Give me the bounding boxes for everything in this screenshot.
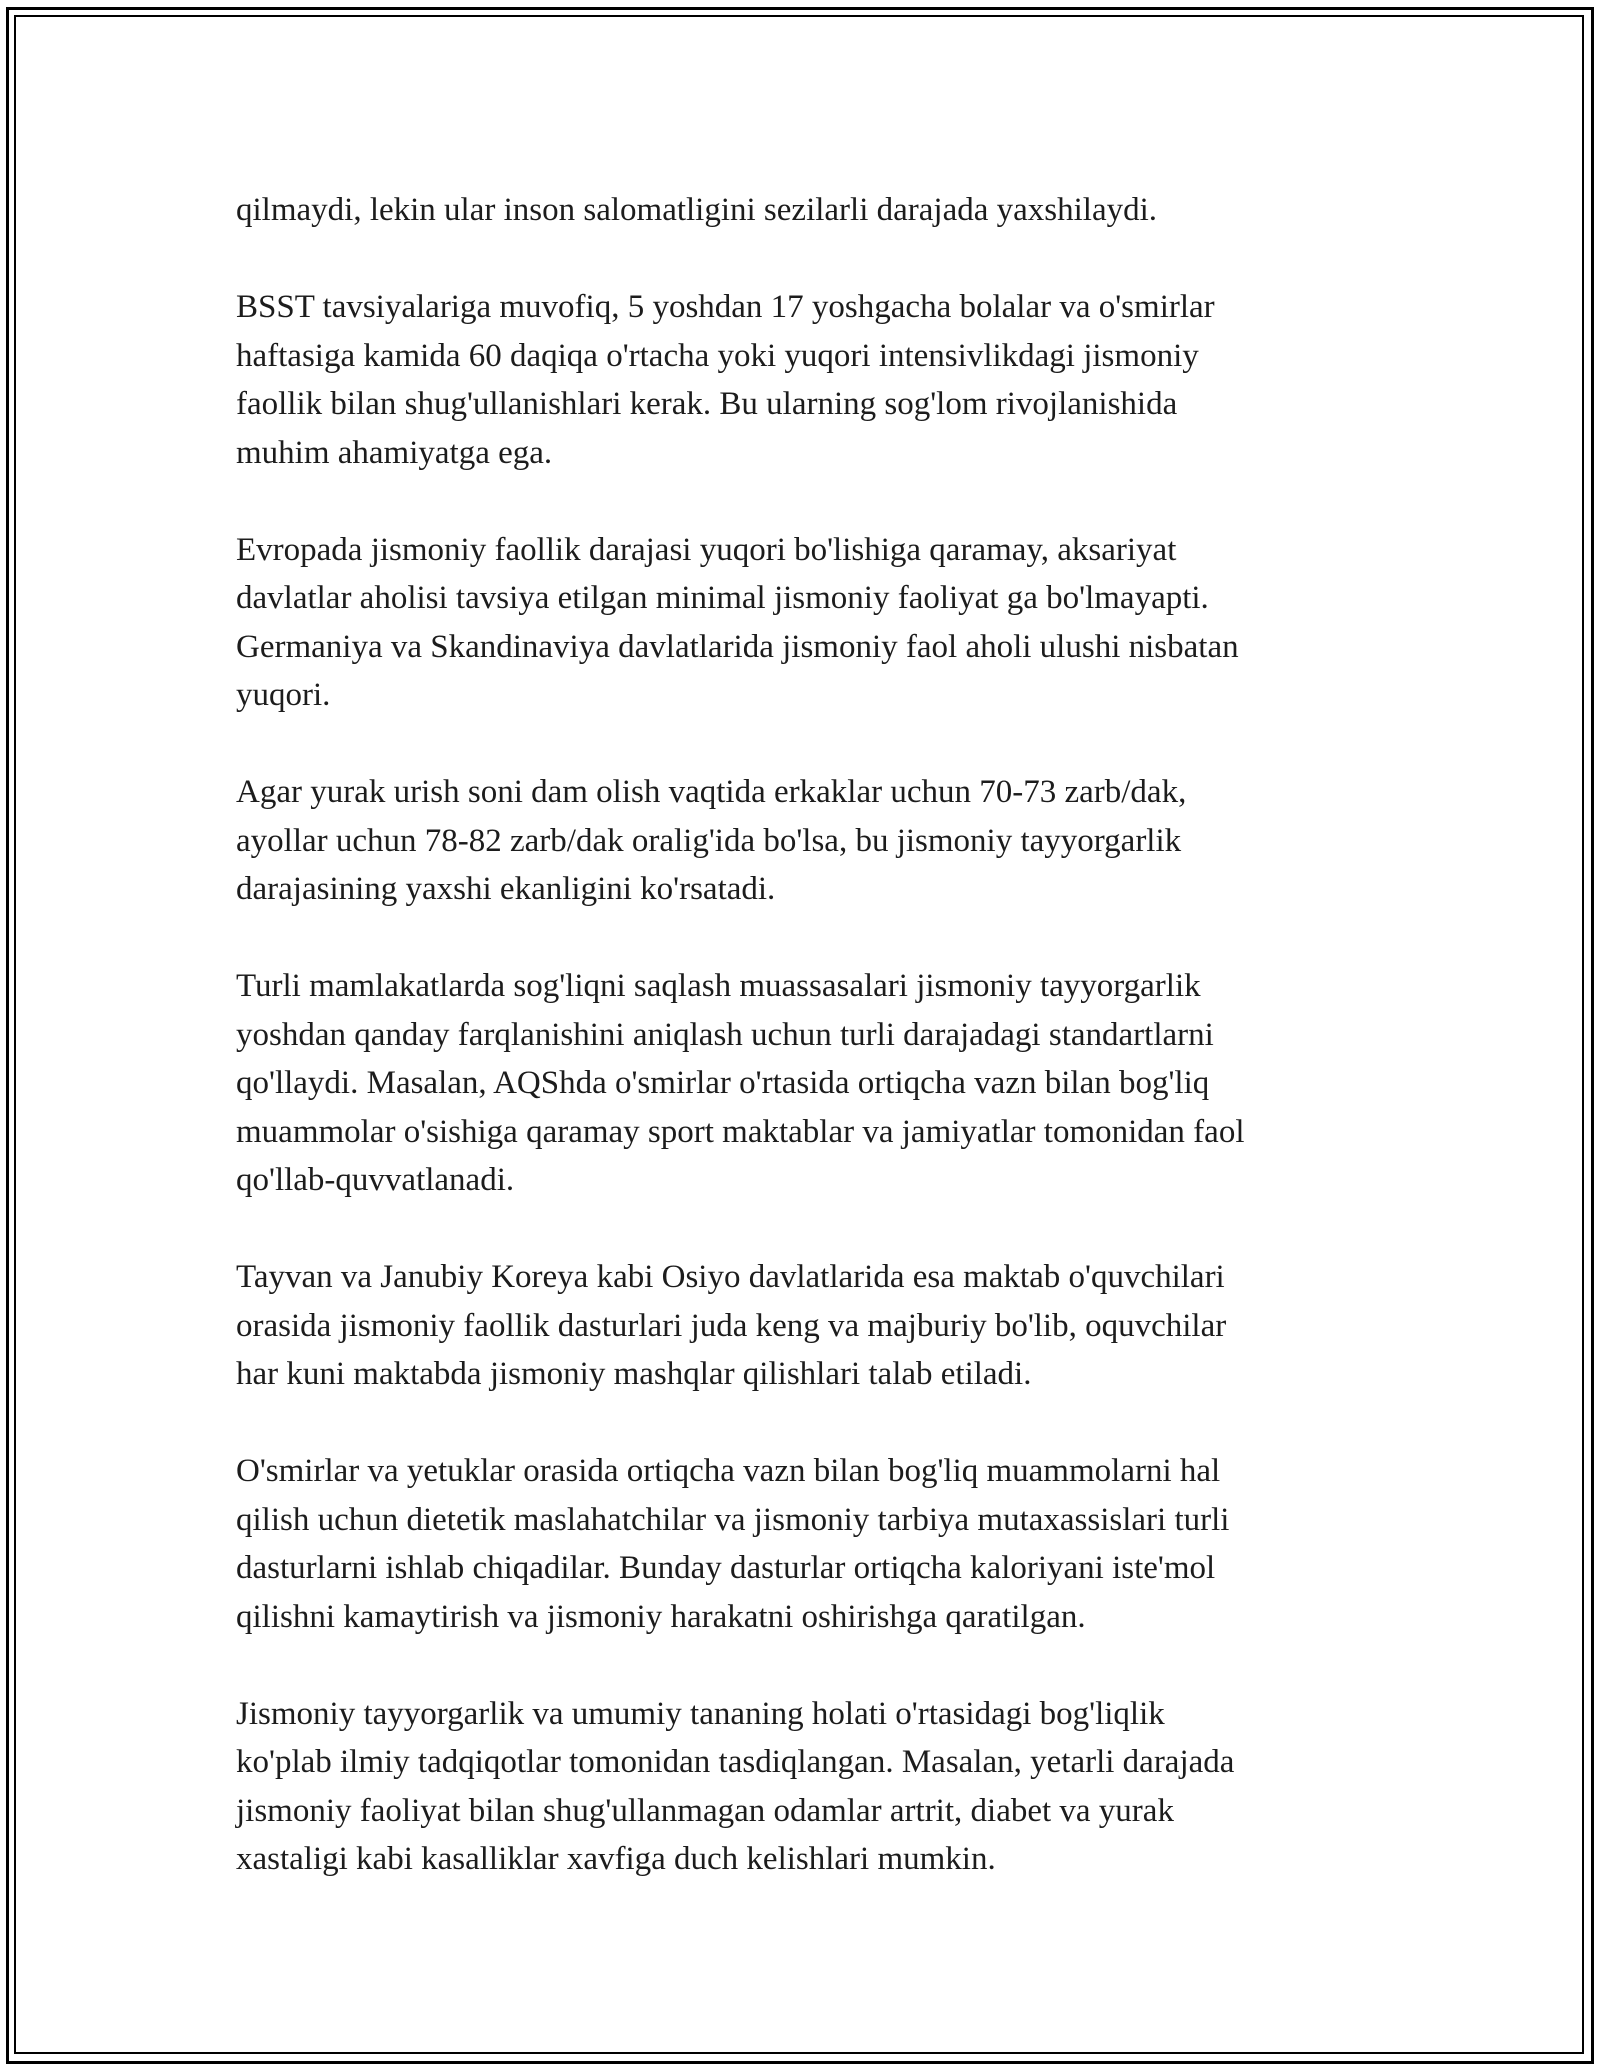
text-line: muhim ahamiyatga ega. (236, 434, 553, 471)
text-line: ayollar uchun 78-82 zarb/dak oralig'ida bo'lsa, bu jismoniy tayyorgarlik (236, 822, 1182, 859)
text-line: dasturlarni ishlab chiqadilar. Bunday dasturlar ortiqcha kaloriyani iste'mol (236, 1550, 1216, 1586)
text-line: xastaligi kabi kasalliklar xavfiga duch kelishlari mumkin. (236, 1841, 996, 1877)
text-line: ko'plab ilmiy tadqiqotlar tomonidan tasdiqlangan. Masalan, yetarli darajada (236, 1744, 1235, 1780)
text-line: yuqori. (236, 677, 331, 713)
paragraph-8 (236, 1690, 1436, 1884)
text-line: qilishni kamaytirish va jismoniy harakatni oshirishga qaratilgan. (236, 1598, 1086, 1635)
text-line: Tayvan va Janubiy Koreya kabi Osiyo davlatlarida esa maktab o'quvchilari (236, 1259, 1225, 1295)
text-line: qilmaydi, lekin ular inson salomatligini sezilarli darajada yaxshilaydi. (236, 192, 1158, 228)
paragraph-1 (236, 186, 1436, 235)
paragraph-6 (236, 1253, 1436, 1399)
text-line: Turli mamlakatlarda sog'liqni saqlash muassasalari jismoniy tayyorgarlik (236, 968, 1201, 1004)
text-line: yoshdan qanday farqlanishini aniqlash uchun turli darajadagi standartlarni (236, 1016, 1214, 1053)
paragraph-2 (236, 283, 1436, 477)
document-body (236, 186, 1436, 1932)
text-line: darajasining yaxshi ekanligini ko'rsatadi. (236, 871, 776, 907)
text-line: qo'llaydi. Masalan, AQShda o'smirlar o'rtasida ortiqcha vazn bilan bog'liq (236, 1065, 1210, 1101)
paragraph-5 (236, 962, 1436, 1205)
text-line: qilish uchun dietetik maslahatchilar va jismoniy tarbiya mutaxassislari turli (236, 1501, 1230, 1538)
text-line: Agar yurak urish soni dam olish vaqtida erkaklar uchun 70-73 zarb/dak, (236, 774, 1187, 810)
text-line: Germaniya va Skandinaviya davlatlarida jismoniy faol aholi ulushi nisbatan (236, 628, 1239, 665)
text-line: BSST tavsiyalariga muvofiq, 5 yoshdan 17 yoshgacha bolalar va o'smirlar (236, 289, 1215, 325)
text-line: Jismoniy tayyorgarlik va umumiy tananing holati o'rtasidagi bog'liqlik (236, 1695, 1165, 1732)
text-line: muammolar o'sishiga qaramay sport maktablar va jamiyatlar tomonidan faol (236, 1113, 1245, 1150)
text-line: qo'llab-quvvatlanadi. (236, 1162, 515, 1198)
text-line: jismoniy faoliyat bilan shug'ullanmagan odamlar artrit, diabet va yurak (236, 1792, 1174, 1829)
text-line: orasida jismoniy faollik dasturlari juda keng va majburiy bo'lib, oquvchilar (236, 1307, 1227, 1344)
text-line: faollik bilan shug'ullanishlari kerak. Bu ularning sog'lom rivojlanishida (236, 386, 1178, 422)
text-line: O'smirlar va yetuklar orasida ortiqcha vazn bilan bog'liq muammolarni hal (236, 1453, 1221, 1489)
paragraph-3 (236, 526, 1436, 720)
text-line: davlatlar aholisi tavsiya etilgan minimal jismoniy faoliyat ga bo'lmayapti. (236, 580, 1209, 616)
text-line: har kuni maktabda jismoniy mashqlar qilishlari talab etiladi. (236, 1356, 1032, 1392)
paragraph-7 (236, 1447, 1436, 1641)
text-line: haftasiga kamida 60 daqiqa o'rtacha yoki yuqori intensivlikdagi jismoniy (236, 337, 1199, 374)
text-line: Evropada jismoniy faollik darajasi yuqori bo'lishiga qaramay, aksariyat (236, 531, 1177, 568)
paragraph-4 (236, 768, 1436, 914)
